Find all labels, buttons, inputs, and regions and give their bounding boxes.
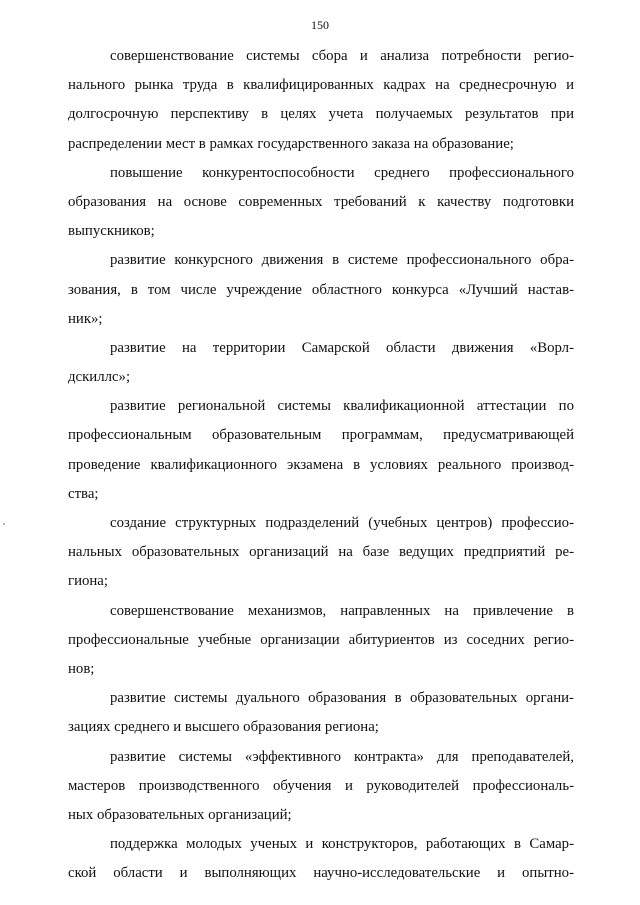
text-line: совершенствование механизмов, направленных на привлечение в	[110, 602, 574, 619]
text-line: нальных образовательных организаций на базе ведущих предприятий ре-	[68, 544, 574, 561]
text-line: долгосрочную перспективу в целях учета получаемых результатов при	[68, 106, 574, 123]
text-line: дскиллс»;	[68, 369, 131, 386]
text-line: ства;	[68, 485, 99, 502]
text-line: распределении мест в рамках государственного заказа на образование;	[68, 135, 514, 152]
text-line: развитие конкурсного движения в системе профессионального обра-	[110, 252, 574, 269]
text-line: создание структурных подразделений (учебных центров) профессио-	[110, 515, 574, 531]
text-line: совершенствование системы сбора и анализа потребности регио-	[110, 48, 574, 64]
text-line: развитие на территории Самарской области движения «Ворл-	[110, 339, 574, 356]
text-line: ных образовательных организаций;	[68, 806, 292, 823]
text-line: гиона;	[68, 573, 108, 590]
text-line: мастеров производственного обучения и руководителей профессиональ-	[68, 777, 574, 794]
text-line: выпускников;	[68, 223, 155, 240]
text-line: развитие системы «эффективного контракта» для преподавателей,	[110, 748, 574, 765]
text-line: ник»;	[68, 310, 103, 327]
body-text	[68, 42, 574, 888]
text-line: профессиональным образовательным программам, предусматривающей	[68, 427, 574, 444]
text-line: зования, в том числе учреждение областного конкурса «Лучший настав-	[68, 281, 574, 298]
text-line: нов;	[68, 660, 95, 677]
text-line: развитие системы дуального образования в образовательных органи-	[110, 690, 574, 707]
page-number: 150	[311, 18, 329, 32]
text-line: поддержка молодых ученых и конструкторов, работающих в Самар-	[110, 836, 574, 853]
scan-mark	[3, 523, 5, 525]
text-line: ской области и выполняющих научно-исследовательские и опытно-	[68, 865, 574, 882]
text-line: проведение квалификационного экзамена в условиях реального производ-	[68, 456, 574, 473]
text-line: профессиональные учебные организации абитуриентов из соседних регио-	[68, 631, 574, 648]
text-line: образования на основе современных требований к качеству подготовки	[68, 193, 574, 210]
text-line: развитие региональной системы квалификационной аттестации по	[110, 398, 574, 415]
text-line: зациях среднего и высшего образования региона;	[68, 719, 379, 736]
text-line: нального рынка труда в квалифицированных кадрах на среднесрочную и	[68, 77, 574, 94]
text-line: повышение конкурентоспособности среднего профессионального	[110, 164, 574, 181]
